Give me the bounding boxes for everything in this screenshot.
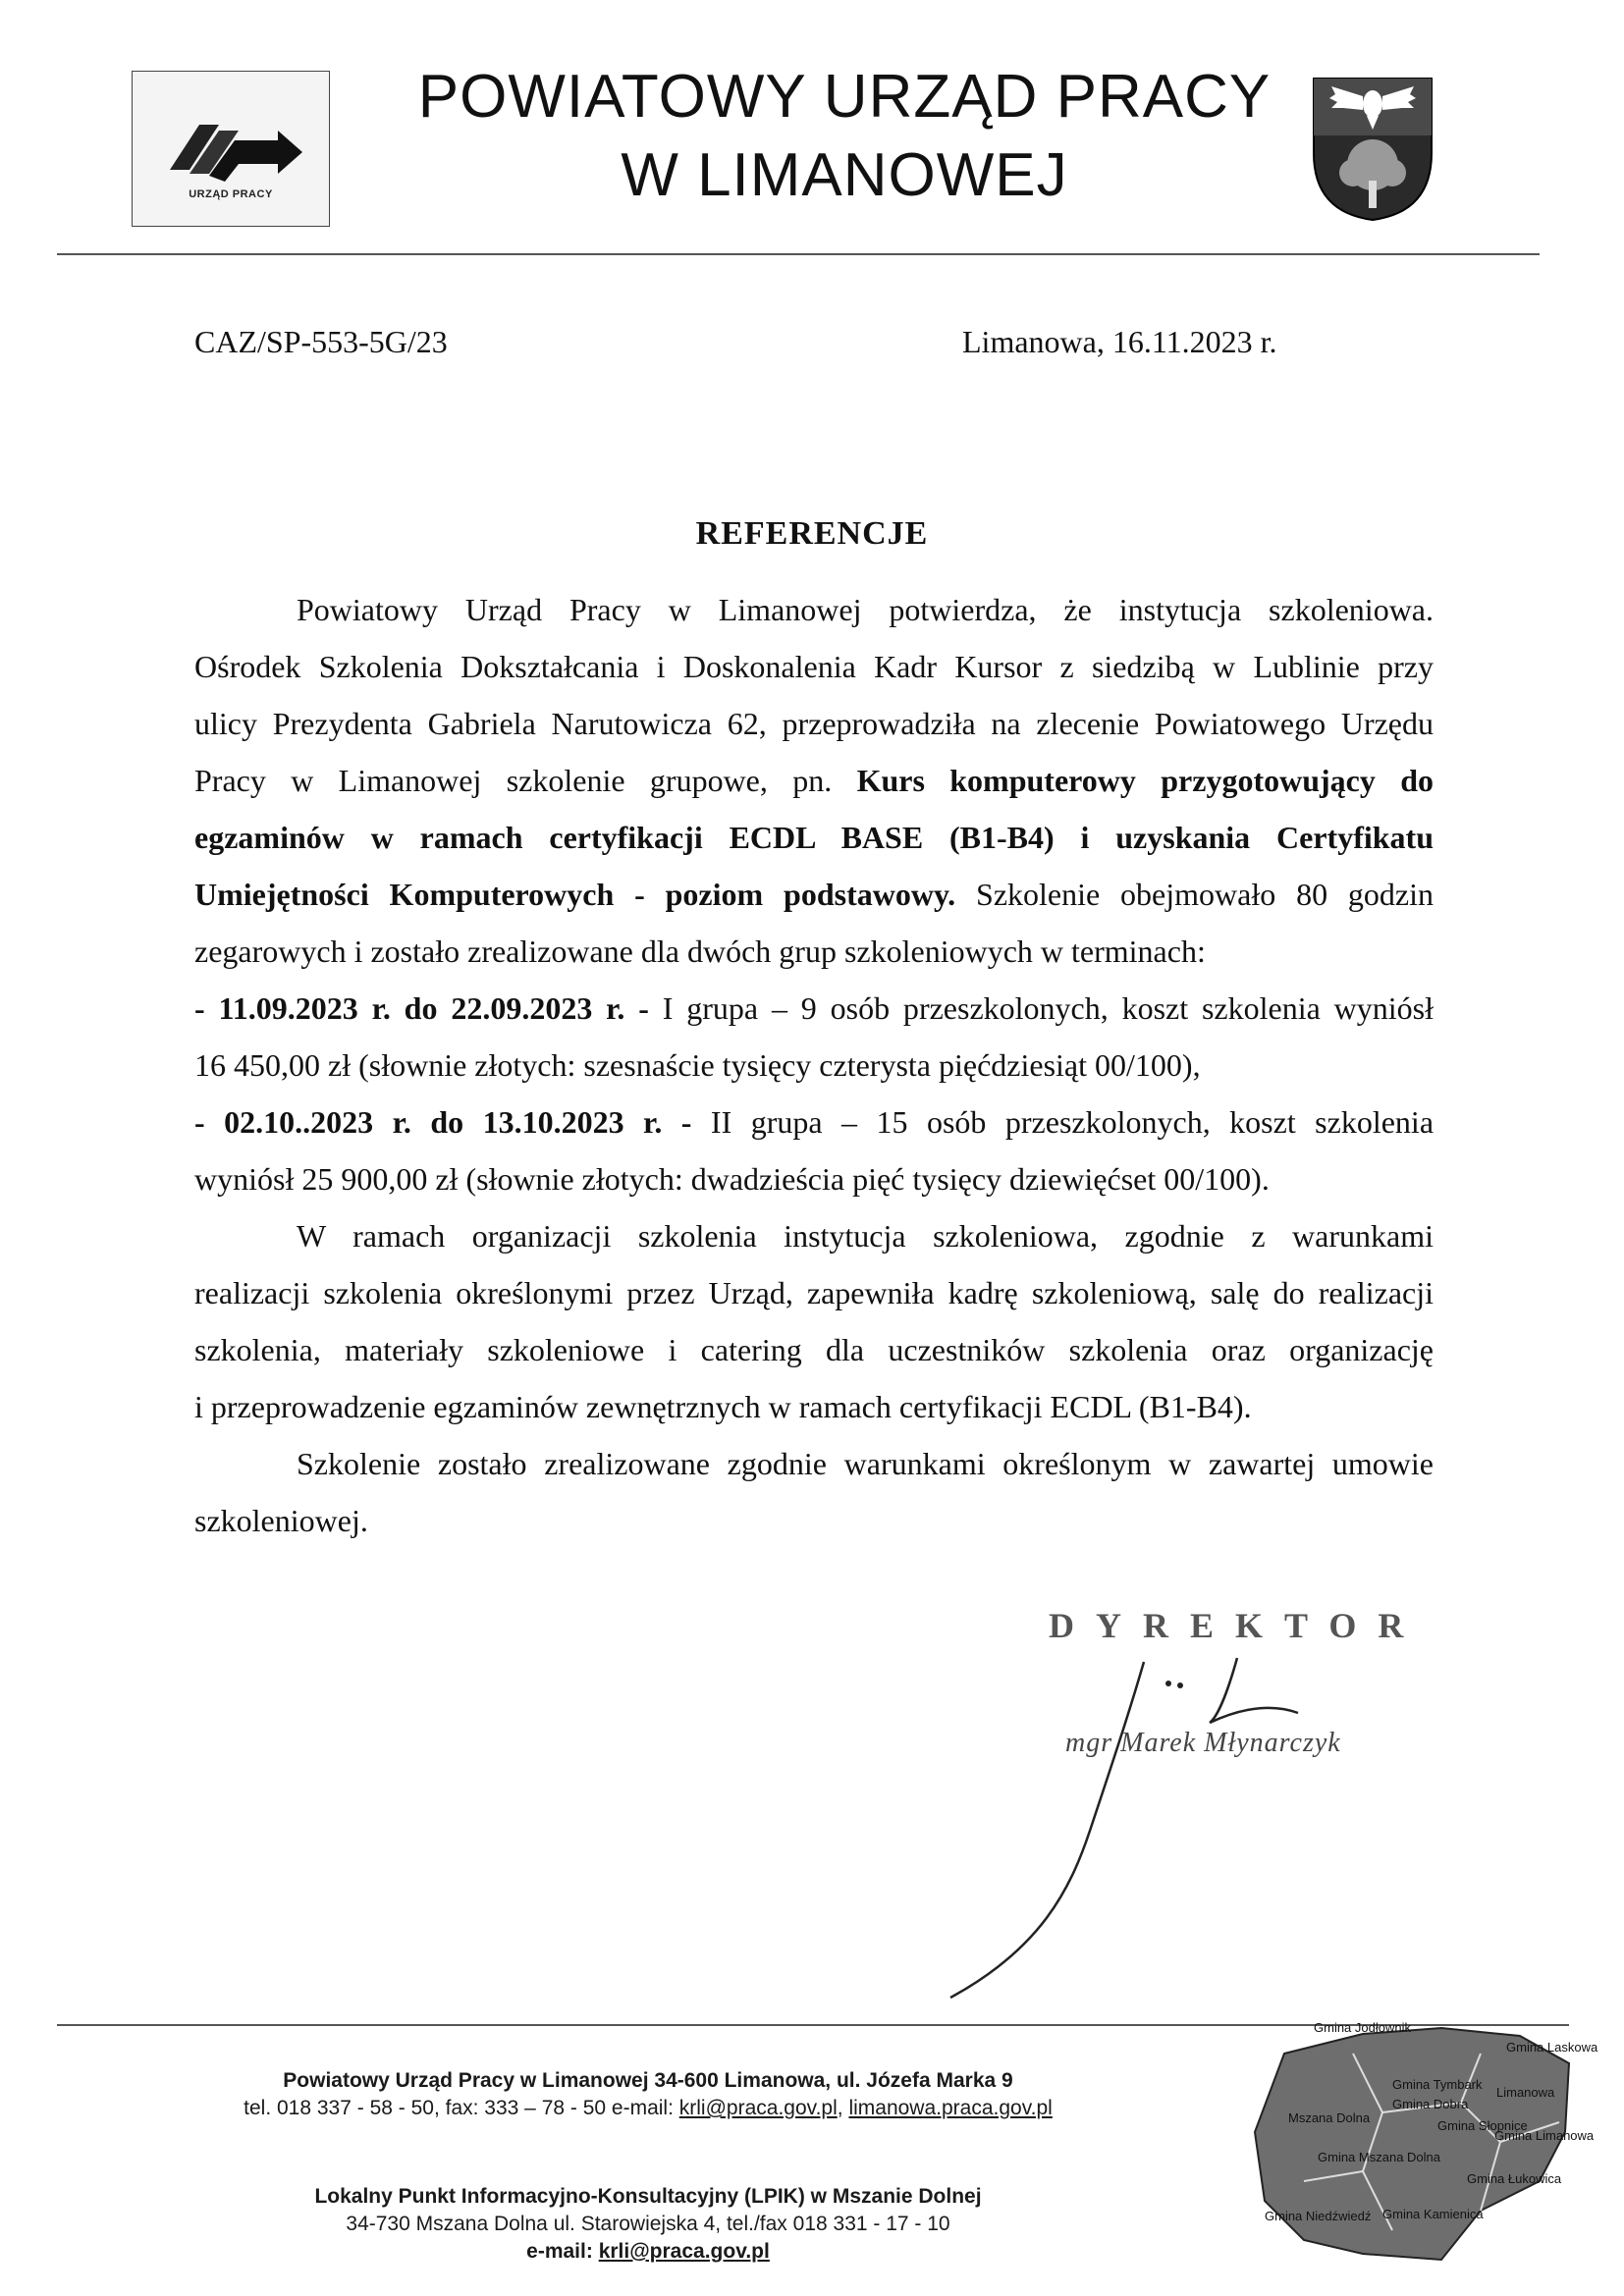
footer-lpik-email	[177, 2240, 1119, 2264]
course-name: egzaminów w ramach certyfikacji ECDL BASE (B1-B4) i uzyskania Certyfikatu	[194, 820, 1434, 855]
reference-number: CAZ/SP-553-5G/23	[194, 324, 448, 359]
body-line: ulicy Prezydenta Gabriela Narutowicza 62, przeprowadziła na zlecenie Powiatowego Urzędu	[194, 706, 1434, 741]
group2-text: II grupa – 15 osób przeszkolonych, koszt szkolenia	[710, 1104, 1435, 1140]
map-label: Gmina Tymbark	[1392, 2077, 1483, 2092]
signatory-name: mgr Marek Młynarczyk	[1065, 1728, 1341, 1758]
map-label: Gmina Mszana Dolna	[1318, 2150, 1440, 2164]
group1-text: I grupa – 9 osób przeszkolonych, koszt szkolenia wyniósł	[662, 990, 1435, 1026]
body-line: realizacji szkolenia określonymi przez Urząd, zapewniła kadrę szkoleniową, salę do realizacji	[194, 1275, 1434, 1310]
body-line: zegarowych i zostało zrealizowane dla dwóch grup szkoleniowych w terminach:	[194, 934, 1206, 969]
footer-lpik-address: 34-730 Mszana Dolna ul. Starowiejska 4, tel./fax 018 331 - 17 - 10	[346, 2213, 950, 2235]
map-label: Gmina Laskowa	[1506, 2040, 1598, 2055]
footer-email2-link[interactable]: krli@praca.gov.pl	[598, 2240, 770, 2263]
map-label: Gmina Niedźwiedź	[1265, 2209, 1372, 2223]
body-line: szkoleniowej.	[194, 1503, 368, 1538]
footer-email-link[interactable]: krli@praca.gov.pl	[678, 2097, 838, 2119]
office-title-line2: W LIMANOWEJ	[621, 141, 1068, 209]
document-title: REFERENCJE	[695, 515, 929, 552]
footer-contact: tel. 018 337 - 58 - 50, fax: 333 – 78 - 50 e-mail: krli@praca.gov.pl, limanowa.praca.gov.pl	[244, 2097, 1053, 2119]
body-line	[194, 809, 1434, 866]
map-label: Gmina Dobra	[1392, 2097, 1469, 2111]
map-label: Gmina Limanowa	[1494, 2128, 1595, 2143]
footer-address: Powiatowy Urząd Pracy w Limanowej 34-600 Limanowa, ul. Józefa Marka 9	[283, 2069, 1013, 2092]
header-divider	[57, 253, 1540, 255]
footer-website-link[interactable]: limanowa.praca.gov.pl	[848, 2097, 1053, 2119]
body-line: Szkolenie zostało zrealizowane zgodnie warunkami określonym w zawartej umowie	[297, 1446, 1434, 1481]
body-text: Pracy w Limanowej szkolenie grupowe, pn.	[194, 763, 833, 798]
map-label: Mszana Dolna	[1288, 2110, 1371, 2125]
body-line: W ramach organizacji szkolenia instytucja szkoleniowa, zgodnie z warunkami	[297, 1218, 1434, 1254]
letter-body	[194, 581, 1434, 1549]
signature-role: DYREKTOR	[1049, 1606, 1426, 1645]
course-name: Umiejętności Komputerowych - poziom podstawowy.	[194, 877, 956, 912]
body-line	[194, 866, 1434, 923]
district-map	[1245, 2014, 1598, 2269]
map-label: Gmina Jodłownik	[1314, 2020, 1411, 2035]
arrows-logo-icon	[160, 111, 305, 189]
group1-dates: - 11.09.2023 r. do 22.09.2023 r. -	[194, 990, 649, 1026]
coat-of-arms-icon	[1310, 75, 1435, 222]
letter-date: Limanowa, 16.11.2023 r.	[962, 324, 1277, 359]
map-label: Limanowa	[1496, 2085, 1555, 2100]
office-logo	[132, 71, 330, 227]
logo-text: URZĄD PRACY	[189, 188, 273, 200]
body-line: szkolenia, materiały szkoleniowe i catering dla uczestników szkolenia oraz organizację	[194, 1332, 1434, 1367]
body-line: Powiatowy Urząd Pracy w Limanowej potwierdza, że instytucja szkoleniowa.	[297, 592, 1434, 627]
handwritten-signature	[933, 1654, 1384, 2007]
footer-lpik-title: Lokalny Punkt Informacyjno-Konsultacyjny (LPIK) w Mszanie Dolnej	[314, 2185, 982, 2208]
group2-dates: - 02.10..2023 r. do 13.10.2023 r. -	[194, 1104, 692, 1140]
group1-line	[194, 980, 1434, 1037]
body-line	[194, 752, 1434, 809]
body-text: Szkolenie obejmowało 80 godzin	[976, 877, 1435, 912]
footer-phone: tel. 018 337 - 58 - 50, fax: 333 – 78 - 50 e-mail:	[244, 2097, 674, 2119]
course-name: Kurs komputerowy przygotowujący do	[856, 763, 1435, 798]
body-line: i przeprowadzenie egzaminów zewnętrznych w ramach certyfikacji ECDL (B1-B4).	[194, 1389, 1252, 1424]
map-label: Gmina Łukowica	[1467, 2171, 1562, 2186]
group2-line	[194, 1094, 1434, 1150]
map-label: Gmina Kamienica	[1382, 2207, 1484, 2221]
footer-email-label: e-mail:	[526, 2240, 593, 2263]
body-line: Ośrodek Szkolenia Dokształcania i Doskonalenia Kadr Kursor z siedzibą w Lublinie przy	[194, 649, 1434, 684]
group2-cost: wyniósł 25 900,00 zł (słownie złotych: dwadzieścia pięć tysięcy dziewięćset 00/100).	[194, 1161, 1270, 1197]
map-label: Gmina Słopnice	[1437, 2118, 1528, 2133]
office-title-line1: POWIATOWY URZĄD PRACY	[417, 63, 1272, 131]
group1-cost: 16 450,00 zł (słownie złotych: szesnaście tysięcy czterysta pięćdziesiąt 00/100),	[194, 1047, 1201, 1083]
